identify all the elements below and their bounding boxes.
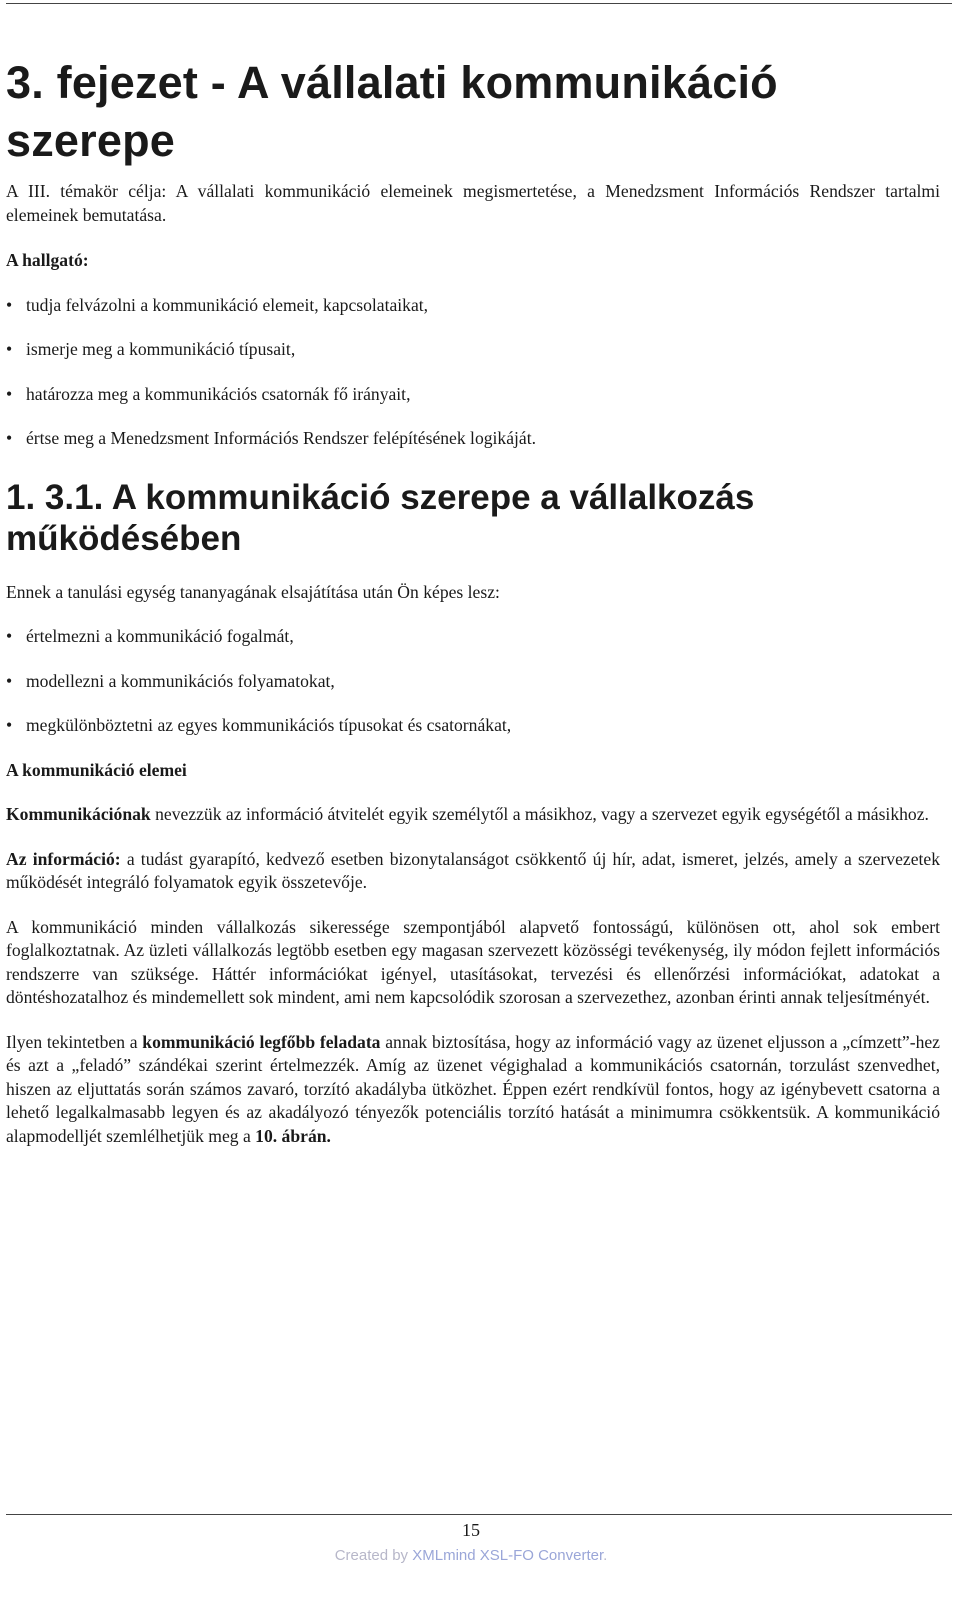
list-item: • tudja felvázolni a kommunikáció elemeit, kapcsolataikat, xyxy=(6,294,940,318)
student-label: A hallgató: xyxy=(6,250,89,270)
page-number: 15 xyxy=(462,1520,480,1540)
body-paragraph-model xyxy=(6,1031,940,1149)
footer-rule xyxy=(6,1514,952,1515)
learning-outcomes-list xyxy=(6,625,940,738)
subheading: A kommunikáció elemei xyxy=(6,759,187,780)
credit-link[interactable]: XMLmind XSL-FO Converter xyxy=(412,1547,604,1564)
credit-suffix: . xyxy=(603,1547,608,1564)
definition-communication xyxy=(6,803,940,827)
student-goals-list xyxy=(6,294,940,451)
definition-term: Az információ: xyxy=(6,848,121,869)
footer-credit xyxy=(0,1547,942,1564)
definition-term: Kommunikációnak xyxy=(6,804,151,824)
chapter-title: 3. fejezet - A vállalati kommunikáció szerepe xyxy=(6,57,778,166)
definition-text: a tudást gyarapító, kedvező esetben bizonytalanságot csökkentő új hír, adat, ismeret, jelzés, amely a szervezetek működését integráló folyamatok egyik összetevője. xyxy=(6,848,940,892)
list-item: • értelmezni a kommunikáció fogalmát, xyxy=(6,625,940,649)
top-rule xyxy=(6,3,952,4)
text-span: Ilyen tekintetben a xyxy=(6,1031,143,1052)
list-item: • ismerje meg a kommunikáció típusait, xyxy=(6,338,940,362)
list-item: • modellezni a kommunikációs folyamatokat, xyxy=(6,670,940,694)
definition-information xyxy=(6,848,940,895)
page-content xyxy=(6,8,940,1148)
definition-text: nevezzük az információ átvitelét egyik személytől a másikhoz, vagy a szervezet egyik egységétől a másikhoz. xyxy=(150,804,929,824)
section-lead: Ennek a tanulási egység tananyagának elsajátítása után Ön képes lesz: xyxy=(6,581,500,602)
section-title: 1. 3.1. A kommunikáció szerepe a vállalkozás működésében xyxy=(6,477,755,558)
credit-prefix: Created by xyxy=(334,1547,413,1564)
list-item: • megkülönböztetni az egyes kommunikációs típusokat és csatornákat, xyxy=(6,714,940,738)
text-span: annak biztosítása, hogy az információ vagy az üzenet eljusson a „címzett”-hez és azt a „feladó” szándékai szerint értelmezzék. Amíg az üzenet végighalad a kommunikációs csatornán, torzulást szenvedhet, hiszen az eljuttatás során számos zavaró, torzító akadályba ütközhet. Éppen ezért rendkívül fontos, hogy az igénybevett csatorna a lehető legalkalmasabb legyen és az akadályozó tényezők potenciális torzító hatását a minimumra csökkentsük. A kommunikáció alapmodelljét szemlélhetjük meg a xyxy=(6,1031,940,1146)
figure-reference: 10. ábrán. xyxy=(255,1125,331,1146)
body-paragraph: A kommunikáció minden vállalkozás sikeressége szempontjából alapvető fontosságú, különösen ott, ahol sok embert foglalkoztatnak. Az üzleti vállalkozás legtöbb esetben egy magasan szervezett közösségi tevékenység, ily módon fejlett információs rendszerre van szüksége. Háttér információkat igényel, utasításokat, tervezési és ellenőrzési információkat, adatokat a döntéshozatalhoz és mindemellett sok mindent, ami nem kapcsolódik szorosan a szervezethez, azonban érinti annak teljesítményét. xyxy=(6,916,940,1007)
intro-paragraph: A III. témakör célja: A vállalati kommunikáció elemeinek megismertetése, a Menedzsment Információs Rendszer tartalmi elemeinek bemutatása. xyxy=(6,181,940,225)
list-item: • határozza meg a kommunikációs csatornák fő irányait, xyxy=(6,383,940,407)
emphasis: kommunikáció legfőbb feladata xyxy=(142,1031,381,1052)
list-item: • értse meg a Menedzsment Információs Rendszer felépítésének logikáját. xyxy=(6,427,940,451)
